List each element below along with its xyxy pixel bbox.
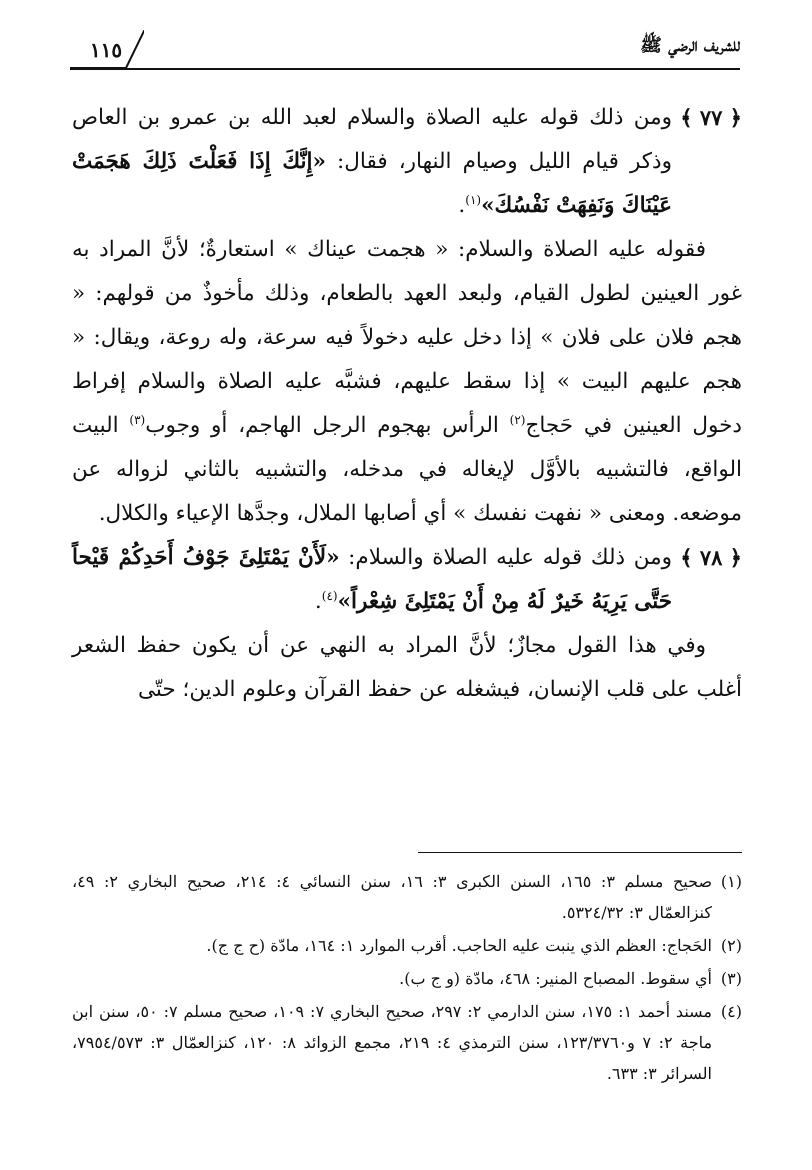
page-header [70, 30, 740, 72]
footnote-2 [72, 930, 742, 961]
footnotes [72, 866, 742, 1091]
hadith-quote: «إِنَّكَ إِذَا فَعَلْتَ ذَلِكَ هَجَمَتْ عَيْنَاكَ وَنَفِهَتْ نَفْسُكَ» [72, 149, 672, 218]
page-number-box [70, 30, 144, 70]
footnote-text: صحيح مسلم ٣: ١٦٥، السنن الكبرى ٣: ١٦، سنن النسائي ٤: ٢١٤، صحيح البخاري ٢: ٤٩، كنزالعمّال ٣: ٥٣٢٤/٣٢. [72, 872, 713, 922]
commentary-text: فقوله عليه الصلاة والسلام: « هجمت عيناك » استعارةٌ؛ لأنَّ المراد به غور العينين لطول القيام، ولبعد العهد بالطعام، وذلك مأخوذٌ من قولهم: « هجم فلان على فلان » إذا دخل عليه دخولاً فيه سرعة، وله روعة، ويقال: « هجم عليهم البيت » إذا سقط عليهم، فشبَّه عليه الصلاة والسلام إفراط دخول العينين في حَجاج [72, 237, 742, 438]
footnote-1 [72, 866, 742, 928]
commentary-text: الرأس بهجوم الرجل الهاجم، أو وجوب [145, 413, 510, 438]
hadith-number: ﴿ ٧٧ ﴾ [680, 105, 742, 130]
footnote-number: (٣) [720, 969, 742, 988]
footnote-3 [72, 963, 742, 994]
hadith-intro: ومن ذلك قوله عليه الصلاة والسلام لعبد الله بن عمرو بن العاص وذكر قيام الليل وصيام النهار، فقال: [72, 105, 673, 174]
running-title: للشريف الرضي ﷺ [640, 35, 740, 56]
punctuation: . [458, 193, 466, 218]
footnote-ref[interactable]: (٣) [129, 412, 146, 427]
header-rule [70, 68, 740, 70]
commentary-text: البيت الواقع، فالتشبيه بالأوَّل لإيغاله في مدخله، والتشبيه بالثاني لزواله عن موضعه. ومعنى « نفهت نفسك » أي أصابها الملال، وجدَّها الإعياء والكلال. [72, 413, 742, 526]
footnote-ref[interactable]: (١) [465, 192, 482, 207]
hadith-77 [72, 96, 742, 228]
hadith-quote: «لَأَنْ يَمْتَلِئَ جَوْفُ أَحَدِكُمْ قَيْحاً حَتَّى يَرِيَهُ خَيرٌ لَهُ مِنْ أَنْ يَمْتَلِئَ شِعْراً» [72, 545, 672, 614]
footnote-4 [72, 996, 742, 1089]
footnote-ref[interactable]: (٢) [509, 412, 526, 427]
hadith-intro: ومن ذلك قوله عليه الصلاة والسلام: [339, 545, 673, 570]
punctuation: . [314, 589, 322, 614]
hadith-number: ﴿ ٧٨ ﴾ [680, 545, 742, 570]
footnote-text: أي سقوط. المصباح المنير: ٤٦٨، مادّة (و ج ب). [399, 969, 712, 988]
footnote-number: (٤) [720, 1002, 742, 1021]
hadith-78 [72, 536, 742, 624]
commentary-78 [72, 624, 742, 712]
page-number: ١١٥ [89, 38, 123, 62]
footnote-text: الحَجاج: العظم الذي ينبت عليه الحاجب. أقرب الموارد ١: ١٦٤، مادّة (ح ج ج). [206, 936, 712, 955]
commentary-77 [72, 228, 742, 536]
footnote-separator [418, 852, 742, 853]
main-text [72, 96, 742, 712]
footnote-number: (٢) [720, 936, 742, 955]
footnote-number: (١) [720, 872, 742, 891]
footnote-ref[interactable]: (٤) [321, 588, 338, 603]
footnote-text: مسند أحمد ١: ١٧٥، سنن الدارمي ٢: ٢٩٧، صحيح البخاري ٧: ١٠٩، صحيح مسلم ٧: ٥٠، سنن ابن ماجة ٢: ٧ و١٢٣/٣٧٦٠، سنن الترمذي ٤: ٢١٩، مجمع الزوائد ٨: ١٢٠، كنزالعمّال ٣: ٧٩٥٤/٥٧٣، السرائر ٣: ٦٣٣. [72, 1002, 713, 1083]
commentary-text: وفي هذا القول مجازٌ؛ لأنَّ المراد به النهي عن أن يكون حفظ الشعر أغلب على قلب الإنسان، فيشغله عن حفظ القرآن وعلوم الدين؛ حتّى [72, 633, 742, 702]
